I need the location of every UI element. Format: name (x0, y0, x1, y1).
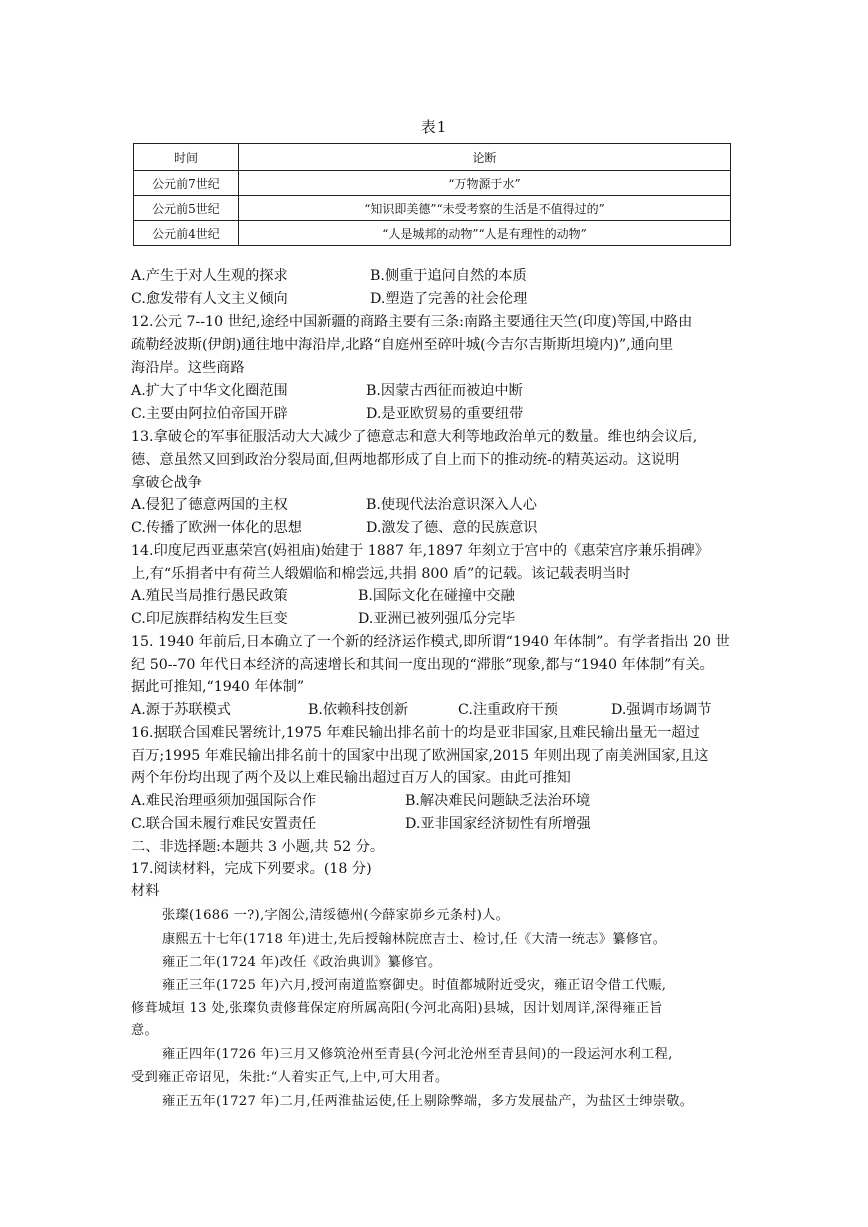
material-line: 修葺城垣 13 处,张璨负责修葺保定府所属高阳(今河北高阳)县城，因计划周详,深得雍正旨 (131, 1001, 663, 1016)
q13-option-a: A.侵犯了德意两国的主权 (131, 497, 288, 513)
material-line: 雍正五年(1727 年)二月,任两淮盐运使,任上剔除弊端，多方发展盐产，为盐区士绅崇敬。 (162, 1094, 694, 1109)
material-line: 雍正二年(1724 年)改任《政治典训》纂修官。 (162, 955, 442, 970)
q16-option-c: C.联合国未履行难民安置责任 (131, 816, 317, 832)
material-line: 雍正四年(1726 年)三月又修筑沧州至青县(今河北沧州至青县间)的一段运河水利工程, (162, 1047, 673, 1062)
row-claim: “万物源于水” (239, 171, 731, 196)
q14-option-c: C.印尼族群结构发生巨变 (131, 611, 288, 627)
q12-option-c: C.主要由阿拉伯帝国开辟 (131, 406, 288, 422)
q13-option-d: D.激发了德、意的民族意识 (366, 520, 538, 536)
section-heading: 二、非选择题:本题共 3 小题,共 52 分。 (131, 839, 385, 855)
q11-option-d: D.塑造了完善的社会伦理 (370, 291, 528, 307)
material-line: 意。 (131, 1023, 158, 1038)
q12-option-a: A.扩大了中华文化圈范围 (131, 383, 288, 399)
row-time: 公元前4世纪 (134, 221, 239, 246)
row-claim: “人是城邦的动物”“人是有理性的动物” (239, 221, 731, 246)
header-claim: 论断 (239, 144, 731, 171)
q12-stem-line: 海沿岸。这些商路 (131, 360, 245, 376)
table-row (134, 196, 731, 221)
q15-stem-line: 15. 1940 年前后,日本确立了一个新的经济运作模式,即所谓“1940 年体制”。有学者指出 20 世 (131, 634, 730, 650)
q13-option-b: B.使现代法治意识深入人心 (366, 497, 537, 513)
q14-stem-line: 上,有“乐捐者中有荷兰人缎媚临和棉尝远,共捐 800 盾”的记载。该记载表明当时 (131, 566, 631, 582)
q16-option-a: A.难民治理亟须加强国际合作 (131, 793, 317, 809)
material-line: 康熙五十七年(1718 年)进士,先后授翰林院庶吉士、检讨,任《大清一统志》纂修官。 (162, 932, 667, 947)
q16-stem-line: 两个年份均出现了两个及以上难民输出超过百万人的国家。由此可推知 (131, 770, 571, 786)
q15-option-d: D.强调市场调节 (611, 702, 712, 718)
q16-stem-line: 百万;1995 年难民输出排名前十的国家中出现了欧洲国家,2015 年则出现了南美洲国家,且这 (131, 748, 709, 764)
q15-stem-line: 据此可推知,“1940 年体制” (131, 679, 305, 695)
q16-option-d: D.亚非国家经济韧性有所增强 (405, 816, 591, 832)
q12-option-d: D.是亚欧贸易的重要纽带 (366, 406, 524, 422)
material-label: 材料 (131, 883, 160, 899)
header-time: 时间 (134, 144, 239, 171)
row-time: 公元前7世纪 (134, 171, 239, 196)
philosophy-table (133, 143, 731, 246)
table-header-row (134, 144, 731, 171)
row-time: 公元前5世纪 (134, 196, 239, 221)
material-line: 张璨(1686 一?),字阁公,清绥德州(今薛家峁乡元条村)人。 (162, 908, 510, 923)
q13-stem-line: 德、意虽然又回到政治分裂局面,但两地都形成了自上而下的推动统-的精英运动。这说明 (131, 452, 680, 468)
material-line: 受到雍正帝诏见，朱批:“人着实正气,上中,可大用者。 (131, 1070, 449, 1085)
q17-stem: 17.阅读材料，完成下列要求。(18 分) (131, 861, 372, 877)
q13-option-c: C.传播了欧洲一体化的思想 (131, 520, 302, 536)
q15-option-c: C.注重政府干预 (458, 702, 558, 718)
q14-option-d: D.亚洲已被列强瓜分完毕 (358, 611, 516, 627)
q15-option-a: A.源于苏联模式 (131, 702, 231, 718)
material-line: 雍正三年(1725 年)六月,授河南道监察御史。时值都城附近受灾，雍正诏令借工代赈, (162, 978, 667, 993)
table-row (134, 221, 731, 246)
q12-stem-line: 疏勒经波斯(伊朗)通往地中海沿岸,北路“自庭州至碎叶城(今吉尔吉斯斯坦境内)”,通向里 (131, 337, 674, 353)
q11-option-b: B.侧重于追问自然的本质 (370, 268, 527, 284)
q14-option-b: B.国际文化在碰撞中交融 (358, 588, 515, 604)
q16-stem-line: 16.据联合国难民署统计,1975 年难民输出排名前十的均是亚非国家,且难民输出量无一超过 (131, 725, 700, 741)
q13-stem-line: 13.拿破仑的军事征服活动大大减少了德意志和意大利等地政治单元的数量。维也纳会议后, (131, 429, 698, 445)
q12-option-b: B.因蒙古西征而被迫中断 (366, 383, 523, 399)
q14-option-a: A.殖民当局推行愚民政策 (131, 588, 288, 604)
q11-option-a: A.产生于对人生观的探求 (131, 268, 288, 284)
q11-option-c: C.愈发带有人文主义倾向 (131, 291, 288, 307)
table-title: 表1 (420, 118, 448, 136)
q15-stem-line: 纪 50--70 年代日本经济的高速增长和其间一度出现的“滞胀”现象,都与“1940 年体制”有关。 (131, 657, 714, 673)
q16-option-b: B.解决难民问题缺乏法治环境 (405, 793, 591, 809)
row-claim: “知识即美德”“未受考察的生活是不值得过的” (239, 196, 731, 221)
q15-option-b: B.依赖科技创新 (308, 702, 409, 718)
q14-stem-line: 14.印度尼西亚惠荣宫(妈祖庙)始建于 1887 年,1897 年刻立于宫中的《惠荣宫序兼乐捐碑》 (131, 543, 709, 559)
q12-stem-line: 12.公元 7--10 世纪,途经中国新疆的商路主要有三条:南路主要通往天竺(印度)等国,中路由 (131, 314, 693, 330)
q13-stem-line: 拿破仑战争 (131, 475, 202, 491)
table-row (134, 171, 731, 196)
